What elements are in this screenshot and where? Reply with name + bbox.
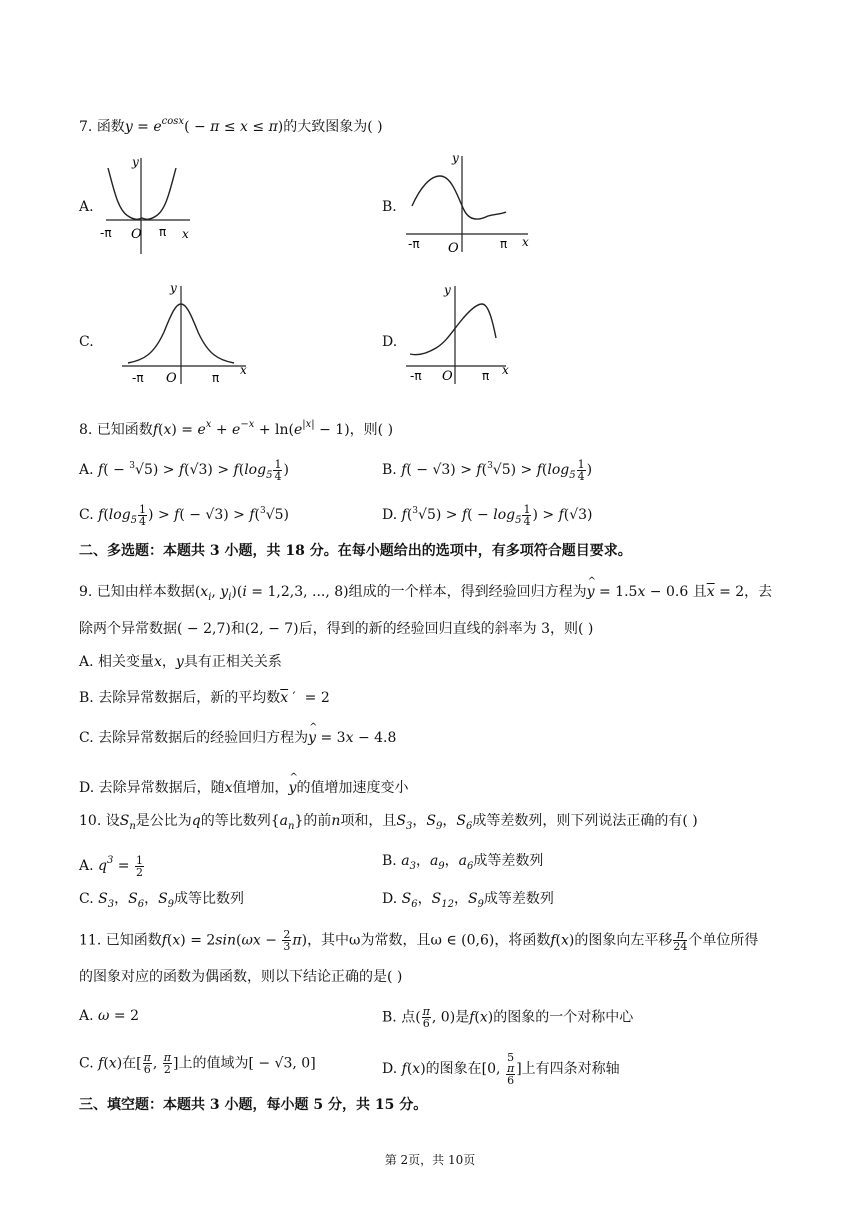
- q7-option-d-label: D.: [382, 334, 398, 350]
- q10-stem: 10. 设$S_n$是公比为q的等比数列$\{a_n\}$的前n项和，且$S_3$，$S_9$，$S_6$成等差数列，则下列说法正确的有( ): [79, 813, 698, 832]
- q9-stem-line2: 除两个异常数据( − 2,7)和(2, − 7)后，得到的新的经验回归直线的斜率为 3，则( ): [79, 621, 594, 637]
- q7-b-y-label: y: [452, 151, 459, 165]
- q7-d-origin: O: [442, 369, 453, 384]
- q7-c-tick-pi: π: [212, 371, 220, 385]
- q9-option-c: C. 去除异常数据后的经验回归方程为^ y = 3x − 4.8: [79, 728, 396, 748]
- q9-option-b: B. 去除异常数据后，新的平均数$\overline{x}$ ′ = 2: [79, 690, 330, 706]
- page-footer: 第 2页，共 10页: [384, 1153, 476, 1167]
- q9-option-a: A. 相关变量x，y具有正相关关系: [79, 654, 282, 670]
- q10-option-c: C. $S_3$，$S_6$，$S_9$成等比数列: [79, 891, 245, 910]
- q11-stem-line2: 的图象对应的函数为偶函数，则以下结论正确的是( ): [79, 969, 403, 985]
- section-2-heading: 二、多选题：本题共 3 小题，共 18 分。在每小题给出的选项中，有多项符合题目要求。: [79, 543, 632, 559]
- q7-option-a-label: A.: [79, 199, 94, 215]
- q7-option-b-label: B.: [382, 199, 397, 215]
- q7-a-y-label: y: [132, 155, 139, 169]
- q7-graph-d: [402, 282, 522, 388]
- q7-c-y-label: y: [170, 281, 177, 295]
- q10-option-a: A. $q^3$ = $\frac{1}{2}$: [79, 853, 143, 879]
- q8-option-c: C. $f(\log_5$ $\frac{1}{4}$ ) > f( − √3) > f($^3$√5): [79, 502, 290, 528]
- q11-option-b: B. 点( $\frac{\pi}{6}$ , 0)是f(x)的图象的一个对称中心: [382, 1005, 634, 1030]
- q7-a-x-label: x: [182, 227, 189, 241]
- q7-c-x-label: x: [240, 363, 247, 377]
- q7-a-tick-neg-pi: -π: [100, 226, 112, 240]
- q7-b-tick-pi: π: [500, 237, 508, 251]
- q7-graph-b: [400, 148, 540, 258]
- q7-b-x-label: x: [522, 235, 529, 249]
- q7-option-c-label: C.: [79, 334, 94, 350]
- q8-stem: 8. 已知函数$f(x) = e^x + e^{-x} + \ln(e^{|x|} - 1)$，则( ): [79, 419, 394, 438]
- q7-c-origin: O: [166, 371, 177, 386]
- q7-b-tick-neg-pi: -π: [408, 237, 420, 251]
- q8-option-b: B. $f( - √3) > f(^3√5) > f(\log_5$ $\frac{1}{4}$ ): [382, 457, 593, 483]
- q7-b-origin: O: [448, 241, 459, 256]
- q7-d-tick-neg-pi: -π: [410, 369, 422, 383]
- q7-stem: 7. 函数$y = e^{cosx}( - \pi \le x \le \pi)$的大致图象为( ): [79, 116, 383, 135]
- section-3-heading: 三、填空题：本题共 3 小题，每小题 5 分，共 15 分。: [79, 1097, 428, 1113]
- q11-stem-line1: 11. 已知函数f(x) = 2sin(ωx − $\frac{2}{3}$ π)，其中ω为常数，且ω ∈ (0,6)，将函数f(x)的图象向左平移 $\frac{\pi}{24}$ 个单位所得: [79, 928, 759, 953]
- q7-d-tick-pi: π: [482, 369, 490, 383]
- q7-graph-c: [118, 280, 258, 390]
- q11-option-c: C. f(x)在[ $\frac{\pi}{6}$ , $\frac{\pi}{2}$ ]上的值域为[ − √3, 0]: [79, 1051, 316, 1076]
- q7-a-origin: O: [131, 227, 142, 242]
- q7-a-tick-pi: π: [159, 225, 167, 239]
- q11-option-a: A. ω = 2: [79, 1008, 139, 1024]
- q8-option-d: D. $f(^3√5) > f( - \log_5$ $\frac{1}{4}$ ) > f(√3): [382, 502, 593, 528]
- q7-graph-a: [98, 150, 208, 258]
- q8-option-a: A. $f( - ^3√5) > f(√3) > f(\log_5$ $\frac{1}{4}$ ): [79, 457, 289, 483]
- q9-stem-line1: 9. 已知由样本数据($x_i$, $y_i)(i = 1,2,3$, ..., 8)组成的一个样本，得到经验回归方程为^ y = 1.5x − 0.6 且$\overline{x} = 2$，去: [79, 582, 772, 608]
- q7-d-y-label: y: [444, 283, 451, 297]
- q7-c-tick-neg-pi: -π: [132, 371, 144, 385]
- q9-option-d: D. 去除异常数据后，随x值增加，^ y的值增加速度变小: [79, 778, 408, 798]
- q11-option-d: D. f(x)的图象在[0, 5 π 6 ]上有四条对称轴: [382, 1051, 620, 1087]
- q10-option-b: B. $a_3$，$a_9$，$a_6$成等差数列: [382, 853, 544, 872]
- q7-d-x-label: x: [502, 363, 509, 377]
- q10-option-d: D. $S_6$，$S_{12}$，$S_9$成等差数列: [382, 891, 554, 910]
